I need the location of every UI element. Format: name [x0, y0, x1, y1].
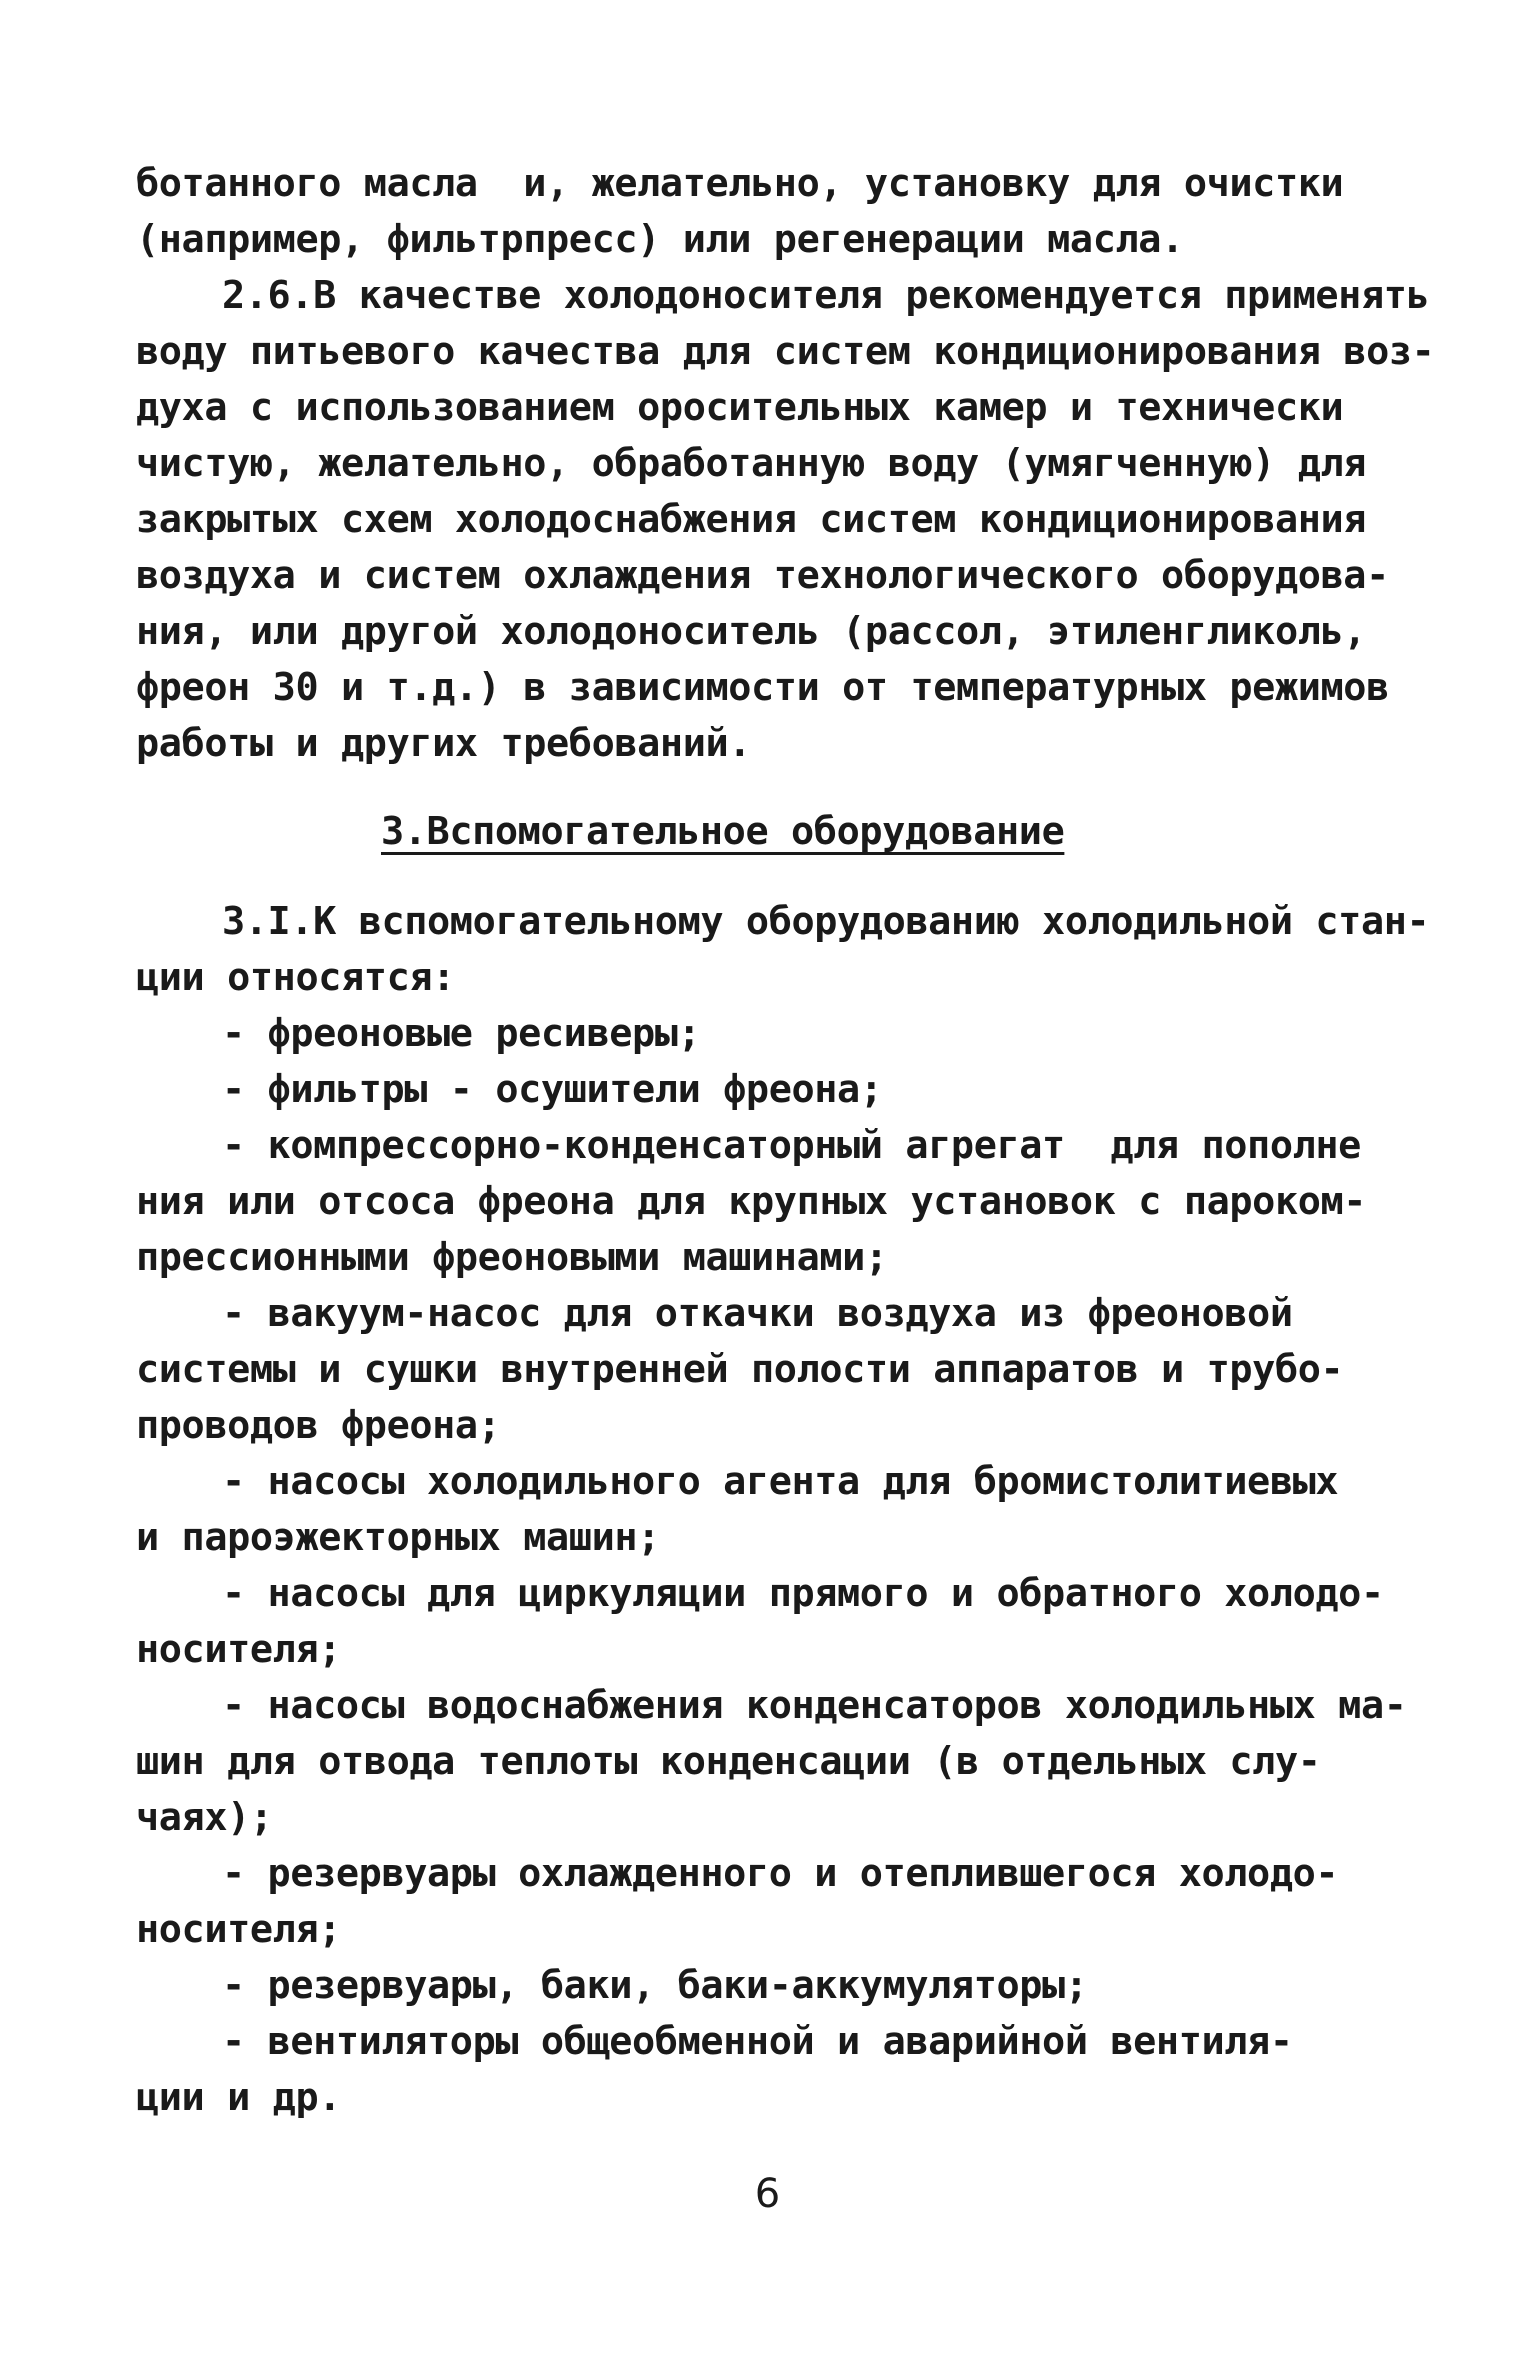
paragraph-2-6-first-line: 2.6.В качестве холодоносителя рекомендуется применять	[222, 273, 1430, 318]
text-line: (например, фильтрпресс) или регенерации масла.	[136, 217, 1184, 262]
text-line: духа с использованием оросительных камер и технически	[136, 385, 1344, 430]
text-line: закрытых схем холодоснабжения систем кондиционирования	[136, 497, 1367, 542]
text-line: ции относятся:	[136, 955, 455, 1000]
page-number: 6	[754, 2171, 781, 2217]
paragraph-3-1-first-line: 3.I.К вспомогательному оборудованию холодильной стан-	[222, 899, 1430, 944]
text-line: воздуха и систем охлаждения технологического оборудова-	[136, 553, 1389, 598]
list-item: - насосы холодильного агента для бромистолитиевых	[222, 1459, 1339, 1504]
list-item-continuation: проводов фреона;	[136, 1403, 501, 1448]
text-line: ния, или другой холодоноситель (рассол, этиленгликоль,	[136, 609, 1367, 654]
list-item-continuation: и пароэжекторных машин;	[136, 1515, 660, 1560]
list-item-continuation: системы и сушки внутренней полости аппаратов и трубо-	[136, 1347, 1344, 1392]
list-item: - насосы для циркуляции прямого и обратного холодо-	[222, 1571, 1384, 1616]
list-item-continuation: шин для отвода теплоты конденсации (в отдельных слу-	[136, 1739, 1321, 1784]
text-line: фреон 30 и т.д.) в зависимости от температурных режимов	[136, 665, 1389, 710]
text-line: ботанного масла и, желательно, установку для очистки	[136, 161, 1344, 206]
list-item-continuation: ния или отсоса фреона для крупных установок с пароком-	[136, 1179, 1367, 1224]
list-item-continuation: носителя;	[136, 1907, 342, 1952]
list-item-continuation: ции и др.	[136, 2075, 342, 2120]
text-line: чистую, желательно, обработанную воду (умягченную) для	[136, 441, 1367, 486]
list-item-continuation: носителя;	[136, 1627, 342, 1672]
list-item: - вакуум-насос для откачки воздуха из фреоновой	[222, 1291, 1293, 1336]
list-item-continuation: прессионными фреоновыми машинами;	[136, 1235, 888, 1280]
text-line: работы и других требований.	[136, 721, 752, 766]
list-item: - компрессорно-конденсаторный агрегат для пополне	[222, 1123, 1361, 1168]
list-item: - насосы водоснабжения конденсаторов холодильных ма-	[222, 1683, 1407, 1728]
list-item-continuation: чаях);	[136, 1795, 273, 1840]
text-line: воду питьевого качества для систем кондиционирования воз-	[136, 329, 1435, 374]
list-item: - фильтры - осушители фреона;	[222, 1067, 883, 1112]
list-item: - резервуары, баки, баки-аккумуляторы;	[222, 1963, 1088, 2008]
list-item: - вентиляторы общеобменной и аварийной вентиля-	[222, 2019, 1293, 2064]
list-item: - фреоновые ресиверы;	[222, 1011, 701, 1056]
list-item: - резервуары охлажденного и отеплившегося холодо-	[222, 1851, 1339, 1896]
section-heading: 3.Вспомогательное оборудование	[381, 809, 1065, 854]
